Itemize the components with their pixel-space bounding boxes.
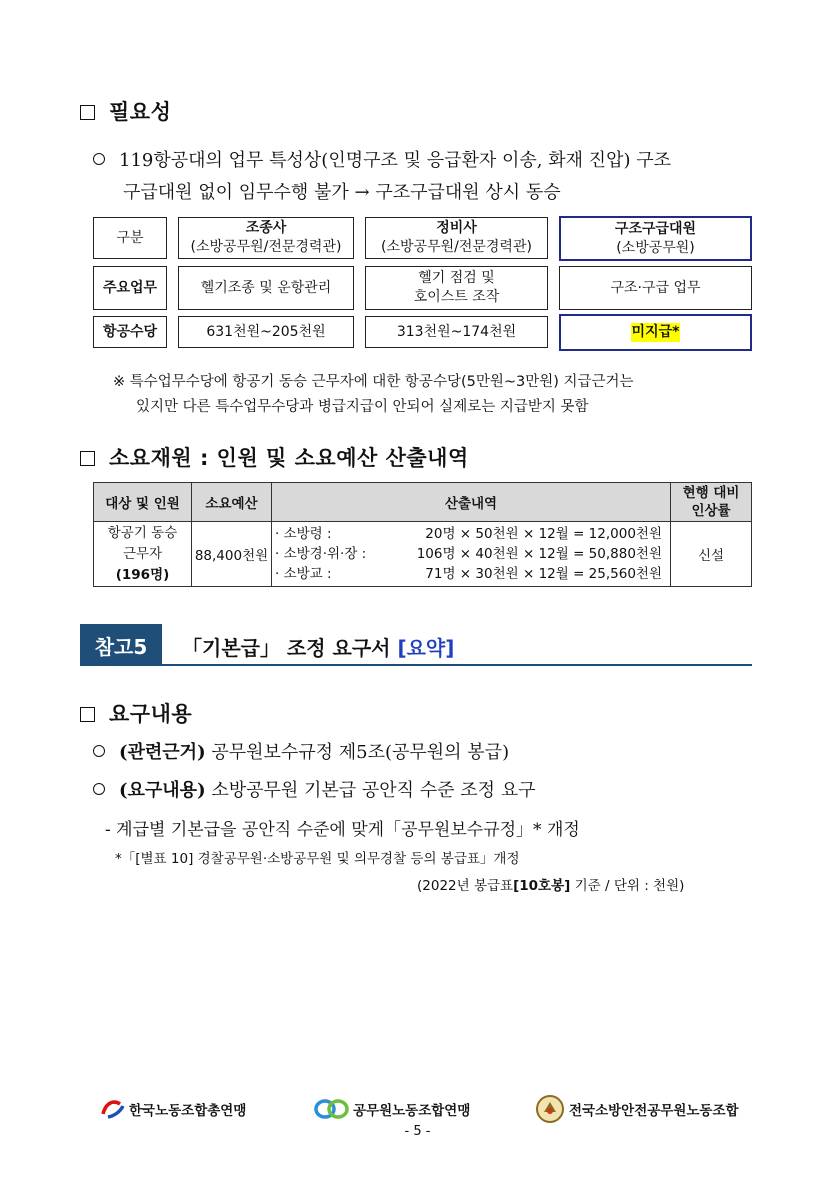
square-bullet-icon xyxy=(80,105,95,120)
footer-logo-public-union: 공무원노동조합연맹 xyxy=(314,1098,470,1120)
reference-title: 「기본급」 조정 요구서 [요약] xyxy=(182,636,455,660)
allowance-label: 항공수당 xyxy=(93,316,167,348)
allowance-mechanic: 313천원~174천원 xyxy=(365,316,548,348)
reference-underline xyxy=(80,664,752,666)
square-bullet-icon xyxy=(80,451,95,466)
allowance-rescue: 미지급* xyxy=(559,314,752,351)
circle-bullet-icon xyxy=(93,783,105,795)
comparison-row-header: 구분 xyxy=(93,217,167,259)
allowance-pilot: 631천원~205천원 xyxy=(178,316,354,348)
rate-cell: 신설 xyxy=(671,522,752,587)
request-dash-line: - 계급별 기본급을 공안직 수준에 맞게「공무원보수규정」* 개정 xyxy=(105,820,580,840)
section-heading-budget: 소요재원 : 인원 및 소요예산 산출내역 xyxy=(80,442,469,472)
table-row xyxy=(94,522,752,587)
fktu-logo-icon xyxy=(100,1098,126,1120)
necessity-bullet: 119항공대의 업무 특성상(인명구조 및 응급환자 이송, 화재 진압) 구조 xyxy=(93,146,671,172)
request-star-note: *「[별표 10] 경찰공무원·소방공무원 및 의무경찰 등의 봉급표」개정 xyxy=(115,851,520,867)
circle-bullet-icon xyxy=(93,153,105,165)
section-heading-request: 요구내용 xyxy=(80,698,192,728)
header-budget: 소요예산 xyxy=(192,483,272,522)
table-header-row xyxy=(94,483,752,522)
page-number: - 5 - xyxy=(404,1124,431,1139)
header-calc: 산출내역 xyxy=(272,483,671,522)
public-union-logo-icon xyxy=(314,1098,350,1120)
col-rescue: 구조구급대원 (소방공무원) xyxy=(559,216,752,261)
duty-pilot: 헬기조종 및 운항관리 xyxy=(178,266,354,310)
calc-line: · 소방령 : 20명 × 50천원 × 12월 = 12,000천원 xyxy=(275,526,662,542)
duty-mechanic: 헬기 점검 및 호이스트 조작 xyxy=(365,266,548,310)
target-cell: 항공기 동승 근무자 (196명) xyxy=(94,522,192,587)
duty-label: 주요업무 xyxy=(93,266,167,310)
footer-logo-fire-union: 전국소방안전공무원노동조합 xyxy=(535,1094,739,1124)
request-item-content: (요구내용) 소방공무원 기본급 공안직 수준 조정 요구 xyxy=(93,776,536,802)
footer-logo-fktu: 한국노동조합총연맹 xyxy=(100,1098,246,1120)
calc-cell xyxy=(272,522,671,587)
fire-union-emblem-icon xyxy=(535,1094,565,1124)
unit-note: (2022년 봉급표[10호봉] 기준 / 단위 : 천원) xyxy=(417,878,685,894)
col-pilot: 조종사 (소방공무원/전문경력관) xyxy=(178,217,354,259)
reference-badge: 참고5 xyxy=(80,624,162,666)
section-heading-necessity: 필요성 xyxy=(80,96,171,126)
calc-line: · 소방경·위·장 : 106명 × 40천원 × 12월 = 50,880천원 xyxy=(275,546,662,562)
budget-table xyxy=(93,482,752,587)
header-rate: 현행 대비 인상률 xyxy=(671,483,752,522)
note-line-cont: 있지만 다른 특수업무수당과 병급지급이 안되어 실제로는 지급받지 못함 xyxy=(136,399,589,415)
request-item-basis: (관련근거) 공무원보수규정 제5조(공무원의 봉급) xyxy=(93,738,509,764)
circle-bullet-icon xyxy=(93,745,105,757)
note-line: ※ 특수업무수당에 항공기 동승 근무자에 대한 항공수당(5만원~3만원) 지급근거는 xyxy=(113,374,634,390)
col-mechanic: 정비사 (소방공무원/전문경력관) xyxy=(365,217,548,259)
header-target: 대상 및 인원 xyxy=(94,483,192,522)
calc-line: · 소방교 : 71명 × 30천원 × 12월 = 25,560천원 xyxy=(275,566,662,582)
amount-cell: 88,400천원 xyxy=(192,522,272,587)
square-bullet-icon xyxy=(80,707,95,722)
duty-rescue: 구조·구급 업무 xyxy=(559,266,752,310)
necessity-bullet-cont: 구급대원 없이 임무수행 불가 → 구조구급대원 상시 동승 xyxy=(123,182,561,203)
